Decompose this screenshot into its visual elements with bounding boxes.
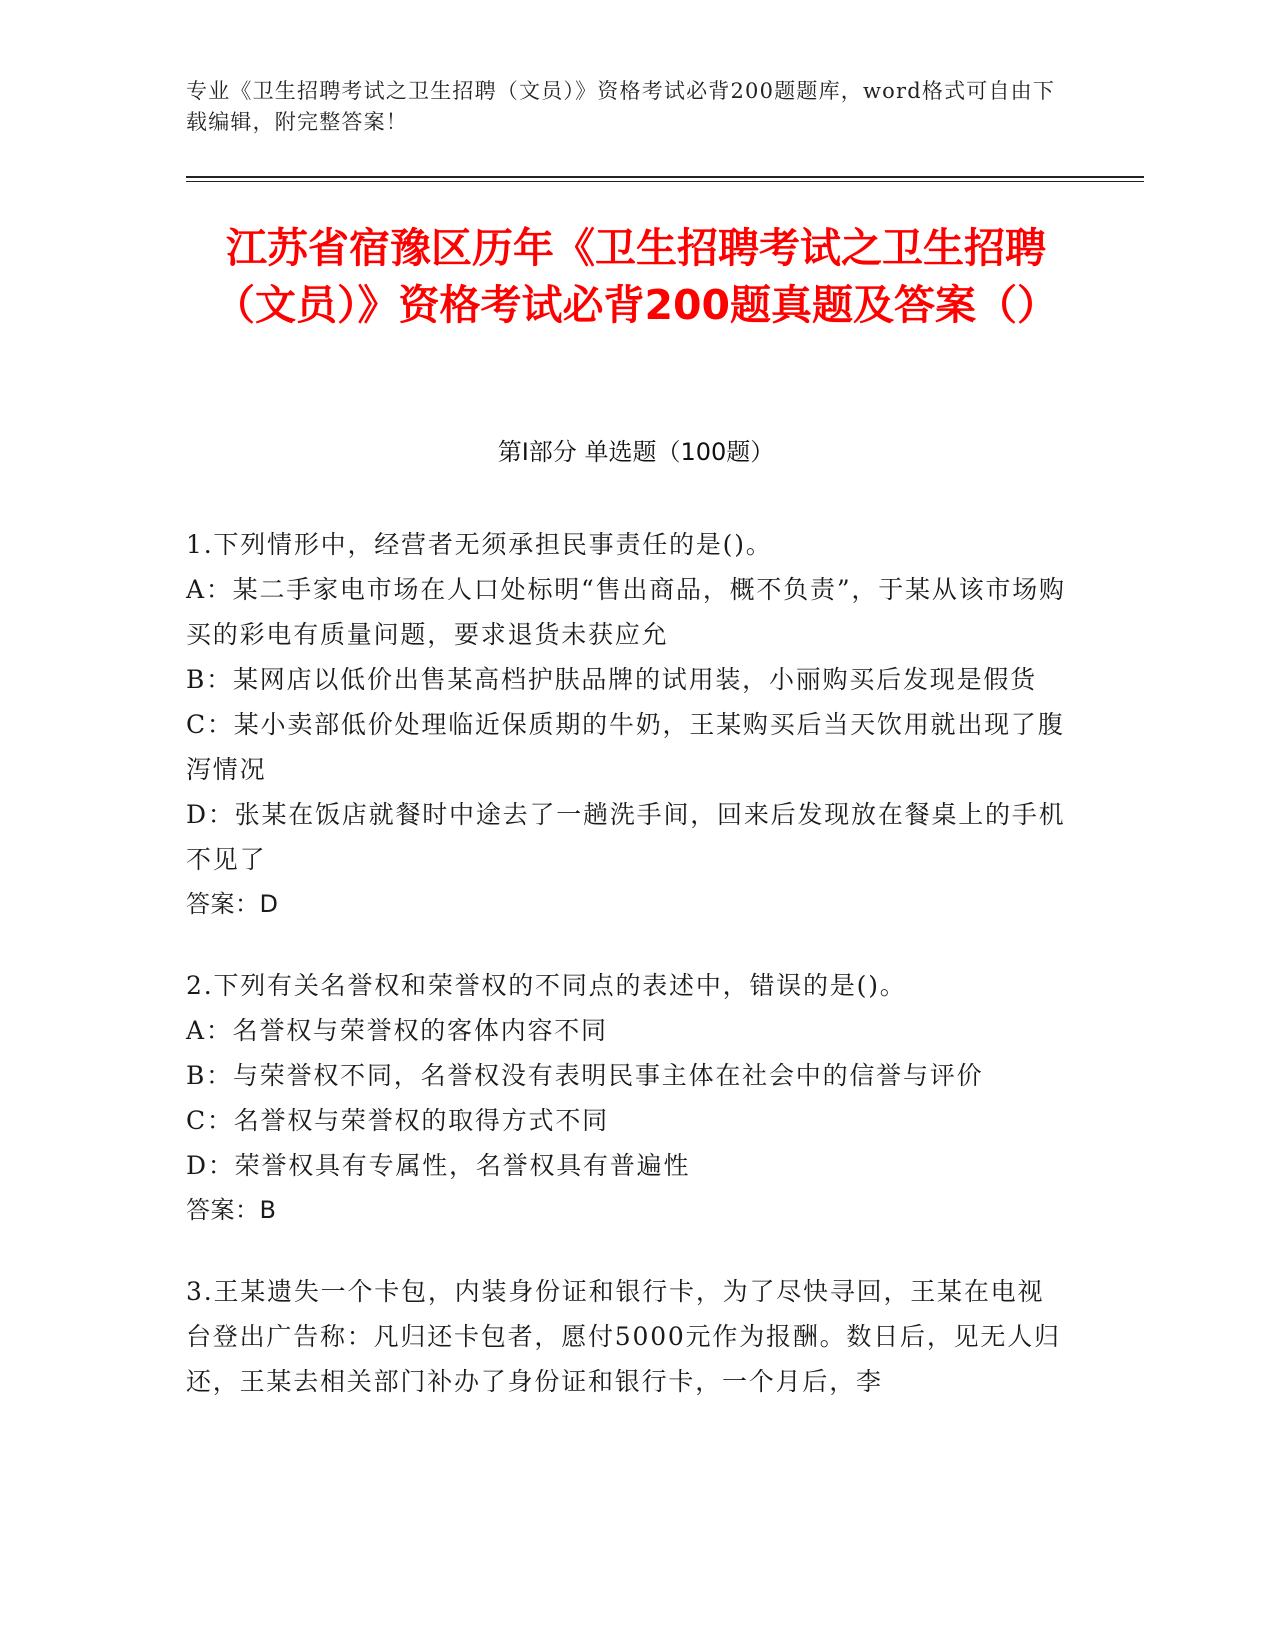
question-2 — [186, 963, 1066, 1233]
document-title: 江苏省宿豫区历年《卫生招聘考试之卫生招聘（文员）》资格考试必背200题真题及答案（） — [213, 224, 1059, 329]
option-d: D：荣誉权具有专属性，名誉权具有普遍性 — [186, 1151, 691, 1180]
option-a: A：某二手家电市场在人口处标明“售出商品，概不负责”，于某从该市场购买的彩电有质量问题，要求退货未获应允 — [186, 575, 1066, 649]
option-a: A：名誉权与荣誉权的客体内容不同 — [186, 1016, 608, 1045]
question-3 — [186, 1269, 1066, 1404]
option-c: C：名誉权与荣誉权的取得方式不同 — [186, 1106, 609, 1135]
question-stem: 3.王某遗失一个卡包，内装身份证和银行卡，为了尽快寻回，王某在电视台登出广告称：凡归还卡包者，愿付5000元作为报酬。数日后，见无人归还，王某去相关部门补办了身份证和银行卡，一个月后，李 — [186, 1277, 1061, 1396]
answer: 答案：D — [186, 890, 279, 918]
option-b: B：与荣誉权不同，名誉权没有表明民事主体在社会中的信誉与评价 — [186, 1061, 984, 1090]
header-divider — [186, 176, 1144, 178]
option-d: D：张某在饭店就餐时中途去了一趟洗手间，回来后发现放在餐桌上的手机不见了 — [186, 800, 1066, 874]
header-note: 专业《卫生招聘考试之卫生招聘（文员）》资格考试必背200题题库，word格式可自由下载编辑，附完整答案！ — [186, 79, 1056, 134]
option-c: C：某小卖部低价处理临近保质期的牛奶，王某购买后当天饮用就出现了腹泻情况 — [186, 710, 1065, 784]
answer: 答案：B — [186, 1196, 277, 1224]
question-1 — [186, 522, 1066, 927]
option-b: B：某网店以低价出售某高档护肤品牌的试用装，小丽购买后发现是假货 — [186, 665, 1037, 694]
question-stem: 1.下列情形中，经营者无须承担民事责任的是()。 — [186, 530, 773, 559]
question-stem: 2.下列有关名誉权和荣誉权的不同点的表述中，错误的是()。 — [186, 971, 907, 1000]
section-title: 第I部分 单选题（100题） — [497, 438, 775, 466]
questions-list — [186, 522, 1066, 1440]
header-divider-thin — [186, 181, 1144, 182]
